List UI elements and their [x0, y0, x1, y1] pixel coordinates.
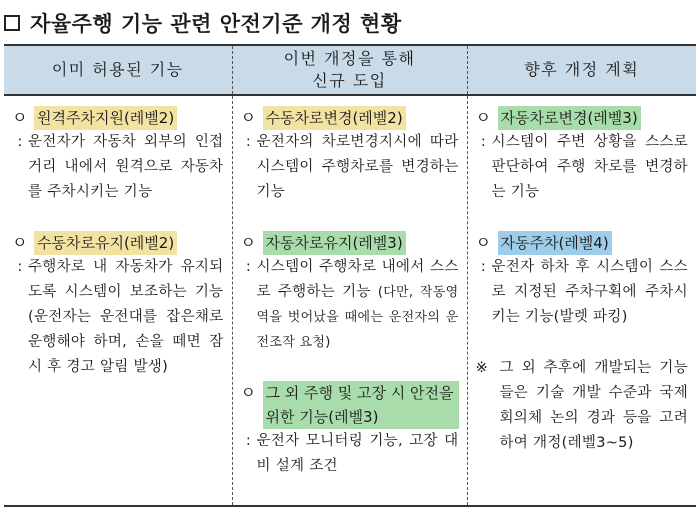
list-item [476, 106, 689, 205]
feature-description: 운전자 모니터링 기능, 고장 대비 설계 조건 [256, 433, 459, 474]
feature-description-note: (다만, 작동영역을 벗어났을 때에는 운전자의 운전조작 요청) [256, 285, 459, 350]
list-item [476, 231, 689, 330]
feature-description: 운전자 하차 후 시스템이 스스로 지정된 주차구획에 주차시키는 기능(발렛 파킹) [491, 259, 688, 325]
bullet-icon: ㅇ [12, 108, 28, 127]
feature-description: 시스템이 주행차로 내에서 스스로 주행하는 기능 [256, 259, 459, 300]
column-header-new [232, 45, 467, 95]
reference-mark-icon: ※ [475, 360, 488, 376]
colon-marker: : [480, 259, 487, 275]
column-header-label: 향후 개정 계획 [524, 60, 640, 79]
future-note [476, 356, 689, 456]
colon-marker: : [480, 134, 487, 150]
feature-description: 운전자의 차로변경지시에 따라 시스템이 주행차로를 변경하는 기능 [256, 134, 459, 200]
column-header-label-line2: 신규 도입 [312, 71, 387, 90]
bullet-icon: ㅇ [240, 383, 256, 402]
feature-name: 수동차로유지(레벨2) [34, 231, 177, 255]
column-planned [467, 95, 696, 506]
future-note-text: 그 외 추후에 개발되는 기능들은 기술 개발 수준과 국제 회의체 논의 경과 등을 고려하여 개정(레벨3~5) [499, 360, 688, 451]
feature-description: 운전자가 자동차 외부의 인접거리 내에서 원격으로 자동차를 주차시키는 기능 [28, 134, 224, 200]
feature-description-block [257, 255, 459, 355]
column-header-planned [467, 45, 696, 95]
feature-name: 그 외 주행 및 고장 시 안전을 위한 기능(레벨3) [263, 381, 459, 429]
bullet-icon: ㅇ [475, 233, 491, 252]
column-header-label: 이미 허용된 기능 [51, 60, 184, 79]
bullet-icon: ㅇ [240, 233, 256, 252]
feature-name: 자동주차(레벨4) [498, 231, 612, 255]
feature-description: 주행차로 내 자동차가 유지되도록 시스템이 보조하는 기능(운전자는 운전대를 잡은채로 운행해야 하며, 손을 떼면 잠시 후 경고 알림 발생) [28, 259, 224, 375]
regulation-table [4, 44, 696, 507]
page-title-text: 자율주행 기능 관련 안전기준 개정 현황 [30, 12, 402, 36]
colon-marker: : [245, 433, 252, 449]
column-header-label: 이번 개정을 통해 [283, 49, 416, 68]
page-title [4, 6, 402, 40]
list-item [12, 231, 224, 380]
feature-name: 원격주차지원(레벨2) [34, 106, 177, 130]
feature-name: 자동차로변경(레벨3) [498, 106, 641, 130]
colon-marker: : [245, 134, 252, 150]
list-item [241, 106, 459, 205]
feature-name: 자동차로유지(레벨3) [263, 231, 406, 255]
bullet-icon: ㅇ [475, 108, 491, 127]
column-existing [4, 95, 232, 506]
feature-name: 수동차로변경(레벨2) [263, 106, 406, 130]
column-header-existing [4, 45, 232, 95]
bullet-icon: ㅇ [240, 108, 256, 127]
colon-marker: : [17, 134, 23, 150]
list-item [241, 231, 459, 355]
checkbox-square-icon [4, 15, 20, 31]
feature-description: 시스템이 주변 상황을 스스로 판단하여 주행 차로를 변경하는 기능 [491, 134, 688, 200]
list-item [241, 381, 459, 479]
list-item [12, 106, 224, 205]
column-new [232, 95, 467, 506]
colon-marker: : [245, 259, 252, 275]
colon-marker: : [17, 259, 23, 275]
bullet-icon: ㅇ [12, 233, 28, 252]
